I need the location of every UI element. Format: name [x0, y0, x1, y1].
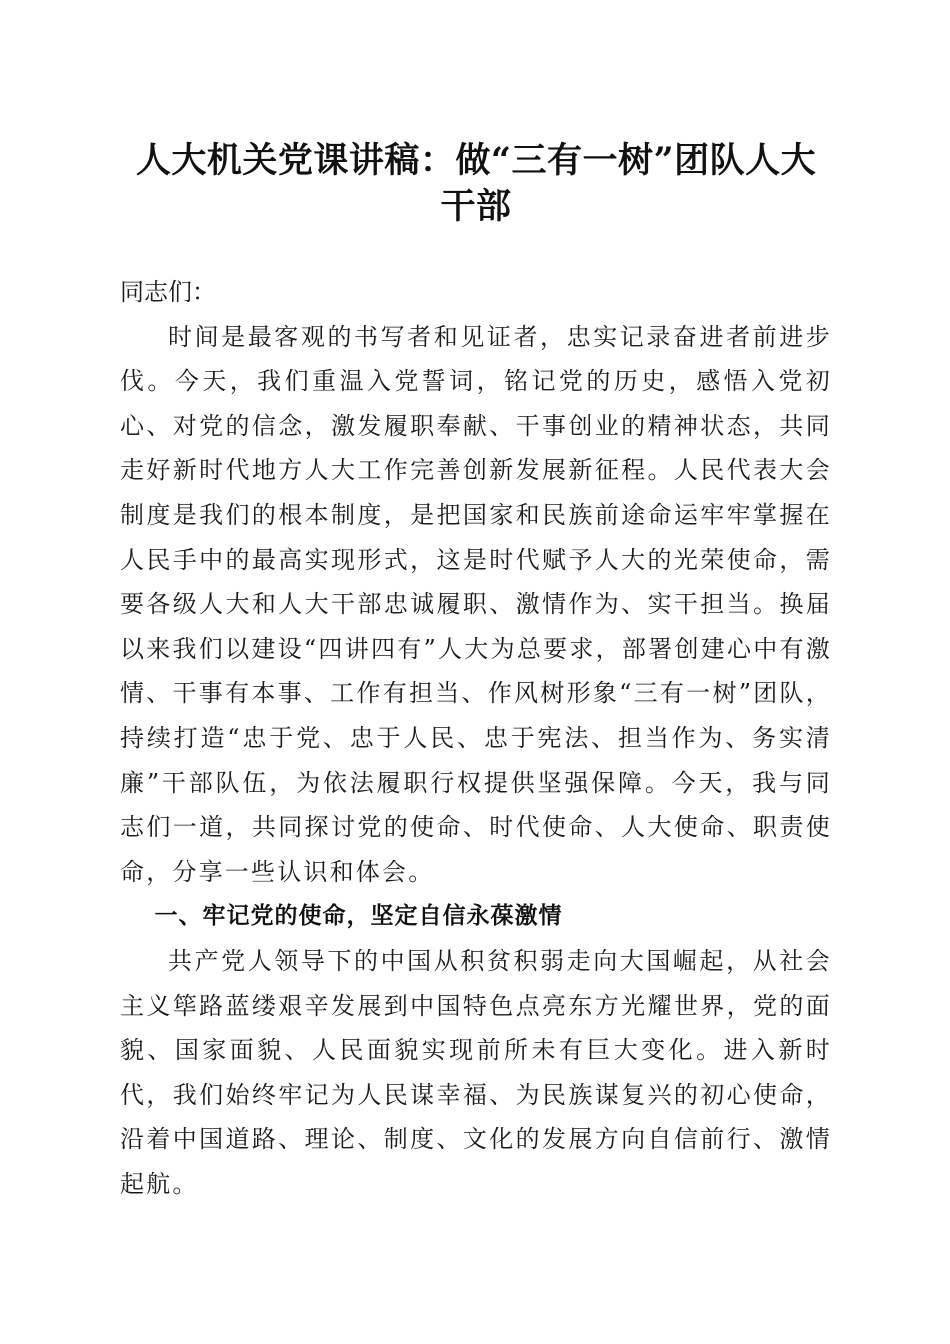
document-title: [120, 138, 832, 230]
title-line-2: 干部: [440, 186, 512, 227]
document-body: [120, 270, 832, 1206]
title-line-1: 人大机关党课讲稿：做“三有一树”团队人大: [135, 140, 817, 181]
salutation: 同志们：: [120, 278, 216, 306]
section-1-paragraph: 共产党人领导下的中国从积贫积弱走向大国崛起，从社会主义筚路蓝缕艰辛发展到中国特色点亮东方光耀世界，党的面貌、国家面貌、人民面貌实现前所未有巨大变化。进入新时代，我们始终牢记为人民谋幸福、为民族谋复兴的初心使命，沿着中国道路、理论、制度、文化的发展方向自信前行、激情起航。: [120, 946, 832, 1198]
intro-paragraph: 时间是最客观的书写者和见证者，忠实记录奋进者前进步伐。今天，我们重温入党誓词，铭记党的历史，感悟入党初心、对党的信念，激发履职奉献、干事创业的精神状态，共同走好新时代地方人大工作完善创新发展新征程。人民代表大会制度是我们的根本制度，是把国家和民族前途命运牢牢掌握在人民手中的最高实现形式，这是时代赋予人大的光荣使命，需要各级人大和人大干部忠诚履职、激情作为、实干担当。换届以来我们以建设“四讲四有”人大为总要求，部署创建心中有激情、干事有本事、工作有担当、作风树形象“三有一树”团队，持续打造“忠于党、忠于人民、忠于宪法、担当作为、务实清廉”干部队伍，为依法履职行权提供坚强保障。今天，我与同志们一道，共同探讨党的使命、时代使命、人大使命、职责使命，分享一些认识和体会。: [120, 322, 832, 886]
section-heading-1: 一、牢记党的使命，坚定自信永葆激情: [154, 903, 563, 930]
